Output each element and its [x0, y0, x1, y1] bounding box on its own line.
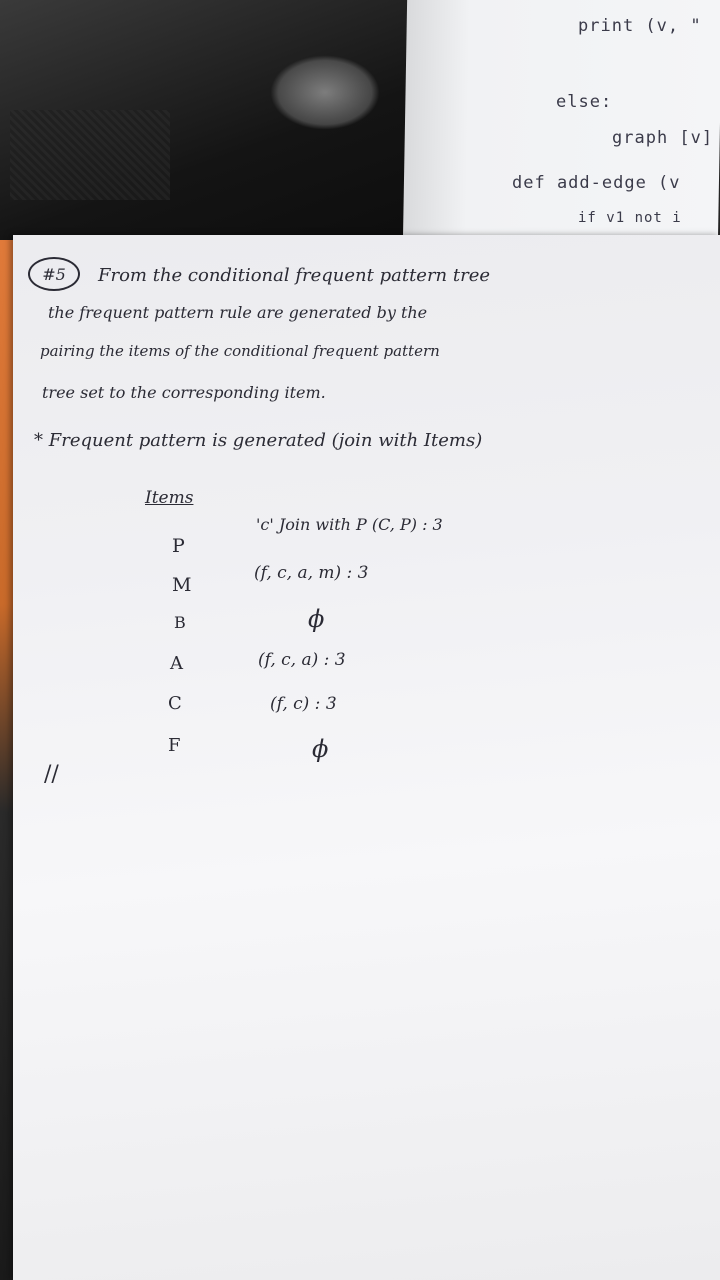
code-line-if: if v1 not i: [578, 210, 682, 226]
code-line-print: print (v, ": [578, 16, 702, 36]
laptop-keyboard: [10, 110, 170, 200]
code-line-graph: graph [v]: [612, 128, 714, 148]
laptop-sticker: [270, 55, 380, 130]
code-line-def: def add-edge (v: [512, 173, 681, 193]
item-f: F: [168, 735, 181, 756]
code-line-else: else:: [556, 92, 613, 112]
laptop: [0, 0, 440, 240]
item-a: A: [170, 653, 183, 674]
pattern-m: (f, c, a, m) : 3: [254, 563, 369, 583]
end-mark: //: [44, 762, 59, 787]
pattern-f-empty: ϕ: [312, 735, 329, 763]
item-b: B: [174, 613, 186, 632]
note-line-1: From the conditional frequent pattern tree: [98, 265, 491, 286]
note-line-5: * Frequent pattern is generated (join with Items): [34, 430, 483, 451]
pattern-b-empty: ϕ: [308, 605, 325, 633]
background-paper: [403, 0, 720, 245]
pattern-a: (f, c, a) : 3: [258, 650, 346, 670]
item-m: M: [172, 574, 192, 596]
pattern-c: (f, c) : 3: [270, 694, 337, 714]
pattern-p: 'c' Join with P (C, P) : 3: [256, 515, 443, 534]
note-line-3: pairing the items of the conditional frequent pattern: [40, 342, 440, 360]
question-number-badge: #5: [28, 257, 80, 291]
items-heading: Items: [145, 488, 194, 508]
item-p: P: [172, 535, 185, 557]
note-line-4: tree set to the corresponding item.: [42, 383, 326, 402]
item-c: C: [168, 693, 182, 714]
note-line-2: the frequent pattern rule are generated by the: [48, 303, 428, 322]
